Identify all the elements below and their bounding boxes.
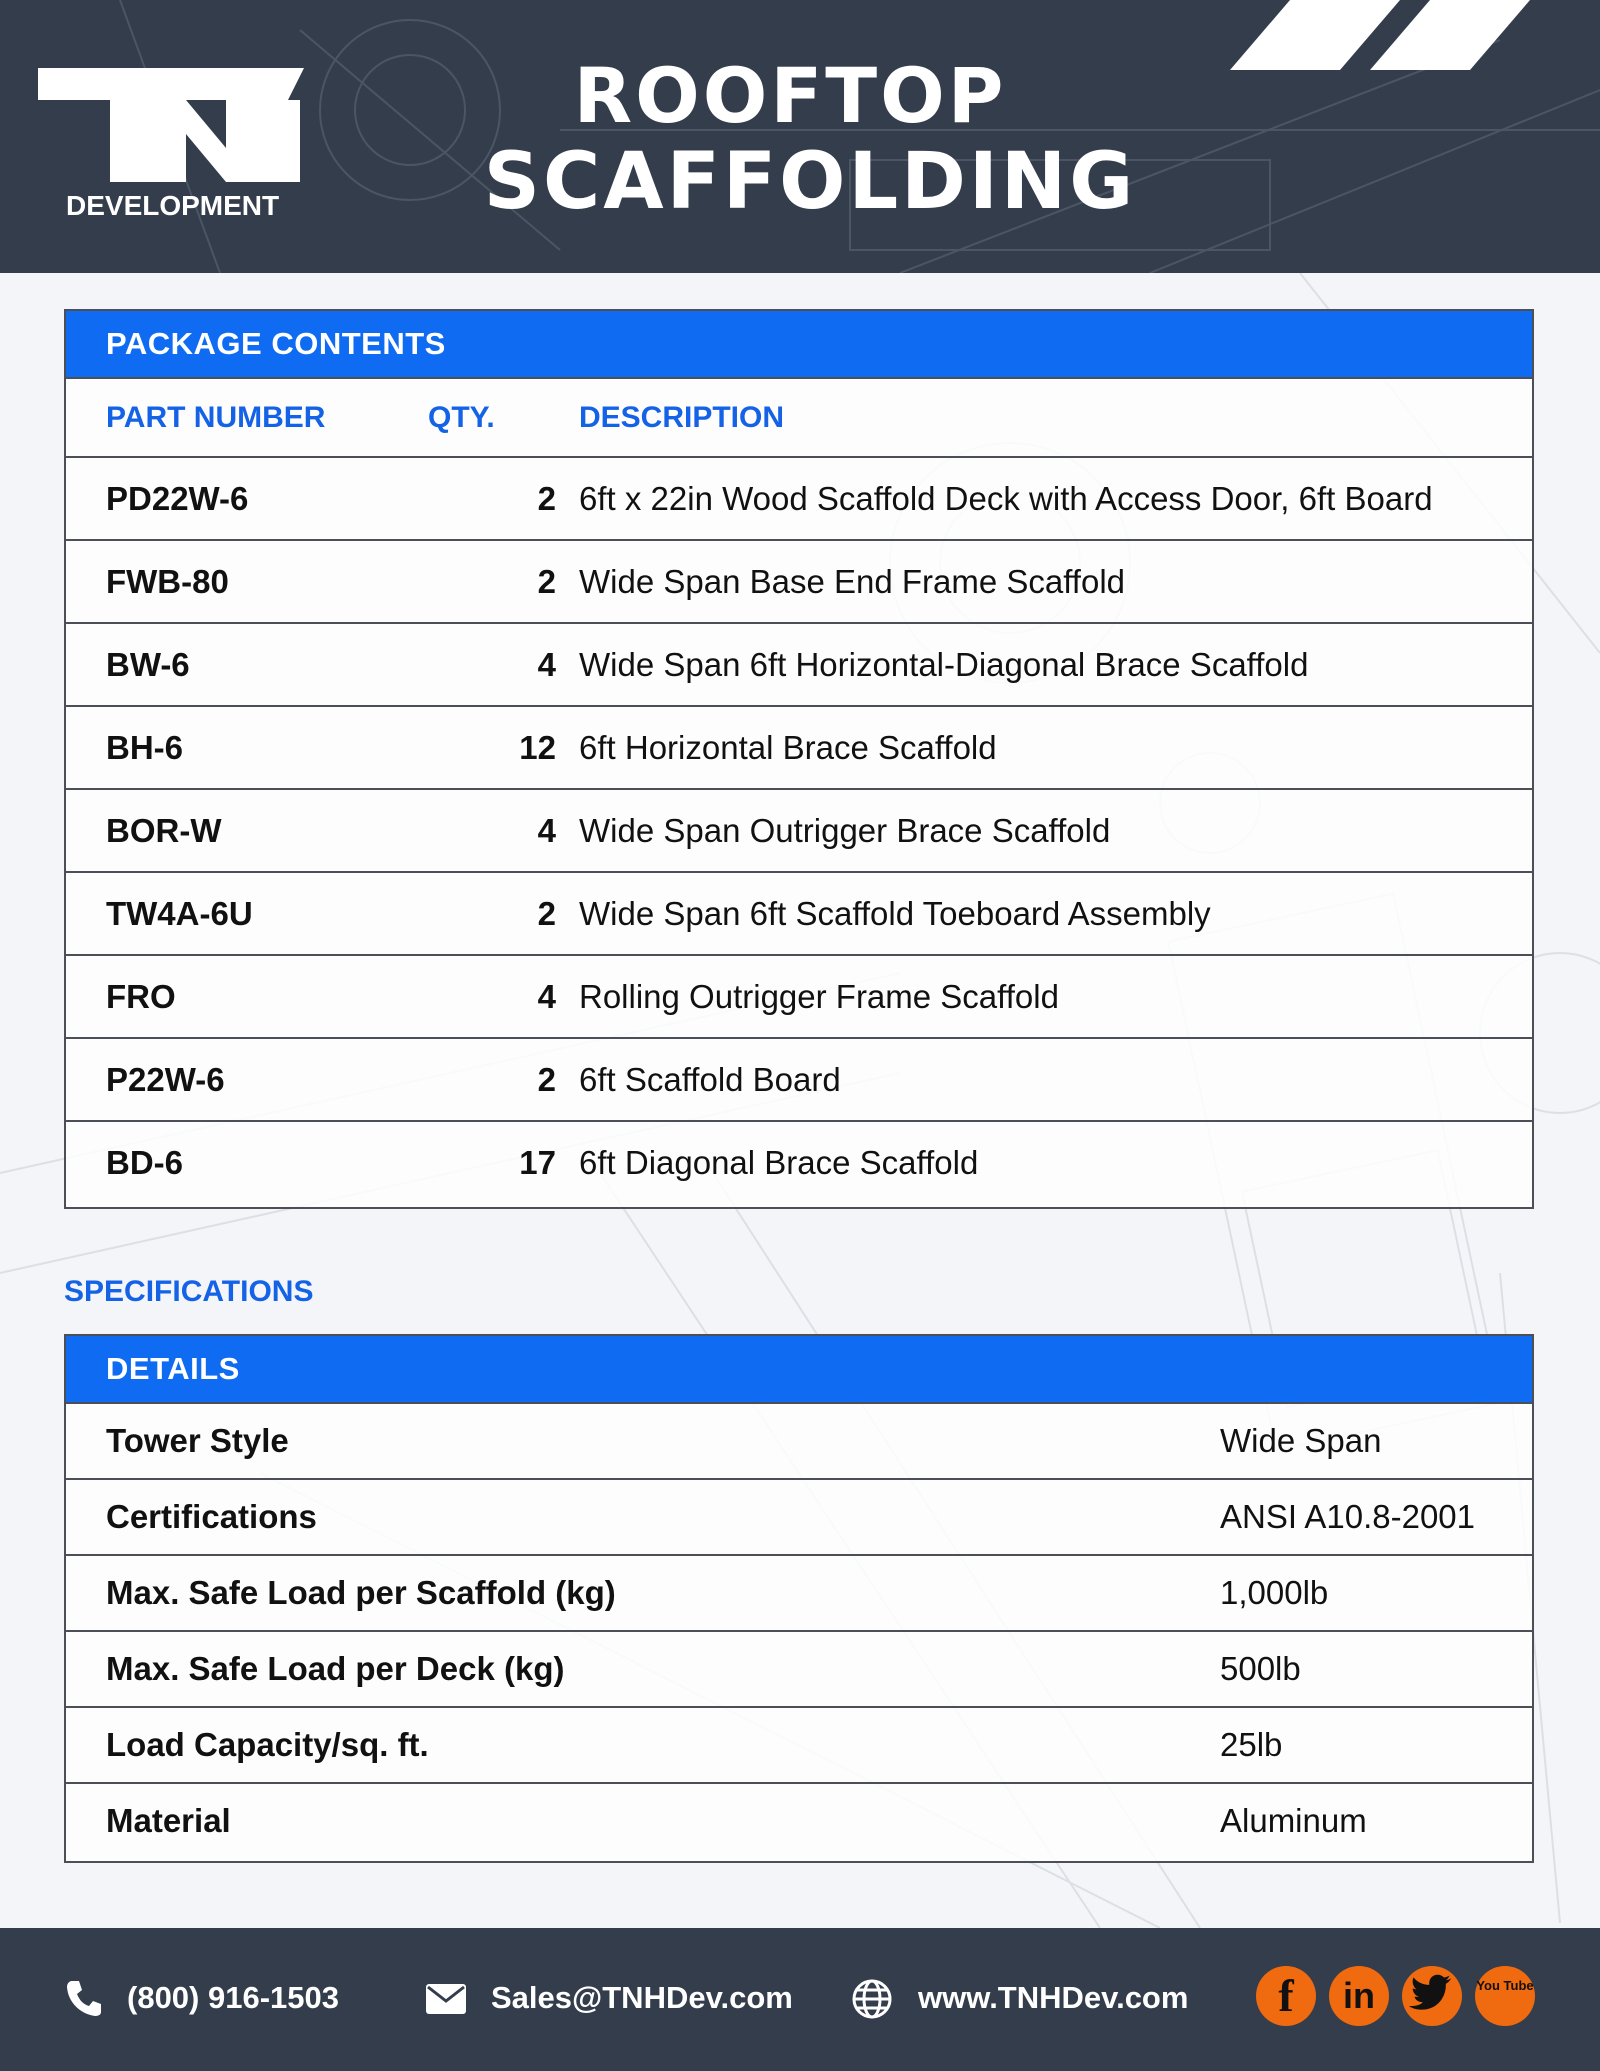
table-row bbox=[66, 458, 1532, 541]
quantity: 4 bbox=[537, 646, 556, 683]
quantity: 2 bbox=[537, 563, 556, 600]
detail-label: Max. Safe Load per Scaffold (kg) bbox=[106, 1574, 616, 1611]
quantity: 17 bbox=[519, 1144, 556, 1181]
quantity: 2 bbox=[537, 480, 556, 517]
table-row bbox=[66, 956, 1532, 1039]
youtube-icon[interactable]: You Tube bbox=[1475, 1966, 1535, 2026]
table-header-row bbox=[66, 379, 1532, 458]
table-row bbox=[66, 790, 1532, 873]
part-number: FRO bbox=[106, 978, 176, 1015]
part-number: BOR-W bbox=[106, 812, 222, 849]
package-contents-heading: PACKAGE CONTENTS bbox=[66, 311, 1532, 379]
detail-value: Wide Span bbox=[1220, 1422, 1382, 1459]
description: 6ft Horizontal Brace Scaffold bbox=[579, 729, 997, 766]
column-description: DESCRIPTION bbox=[579, 401, 785, 434]
facebook-icon[interactable]: f bbox=[1256, 1966, 1316, 2026]
header bbox=[0, 0, 1600, 273]
column-part-number: PART NUMBER bbox=[106, 401, 326, 434]
detail-label: Certifications bbox=[106, 1498, 317, 1535]
footer-phone[interactable]: (800) 916-1503 bbox=[127, 1980, 339, 2015]
email-icon bbox=[425, 1983, 467, 2015]
footer bbox=[0, 1928, 1600, 2071]
detail-row bbox=[66, 1632, 1532, 1708]
specifications-heading: SPECIFICATIONS bbox=[64, 1275, 314, 1308]
details-heading: DETAILS bbox=[66, 1336, 1532, 1404]
detail-value: 1,000lb bbox=[1220, 1574, 1329, 1611]
detail-row bbox=[66, 1784, 1532, 1861]
page-title-line2: SCAFFOLDING bbox=[483, 137, 1137, 227]
table-row bbox=[66, 707, 1532, 790]
part-number: BW-6 bbox=[106, 646, 190, 683]
column-qty: QTY. bbox=[428, 401, 495, 434]
detail-label: Max. Safe Load per Deck (kg) bbox=[106, 1650, 565, 1687]
table-row bbox=[66, 541, 1532, 624]
table-row bbox=[66, 873, 1532, 956]
description: Wide Span Base End Frame Scaffold bbox=[579, 563, 1126, 600]
globe-icon bbox=[851, 1978, 893, 2020]
detail-value: ANSI A10.8-2001 bbox=[1220, 1498, 1476, 1535]
quantity: 12 bbox=[519, 729, 556, 766]
part-number: P22W-6 bbox=[106, 1061, 225, 1098]
description: 6ft x 22in Wood Scaffold Deck with Access Door, 6ft Board bbox=[579, 480, 1433, 517]
quantity: 4 bbox=[537, 812, 556, 849]
logo-subtext: DEVELOPMENT bbox=[66, 190, 280, 221]
description: Wide Span 6ft Horizontal-Diagonal Brace Scaffold bbox=[579, 646, 1309, 683]
twitter-icon[interactable] bbox=[1402, 1966, 1462, 2026]
footer-email[interactable]: Sales@TNHDev.com bbox=[491, 1980, 793, 2015]
detail-row bbox=[66, 1708, 1532, 1784]
table-row bbox=[66, 624, 1532, 707]
part-number: TW4A-6U bbox=[106, 895, 253, 932]
phone-icon bbox=[64, 1978, 104, 2018]
part-number: PD22W-6 bbox=[106, 480, 249, 517]
detail-value: 25lb bbox=[1220, 1726, 1283, 1763]
quantity: 2 bbox=[537, 1061, 556, 1098]
quantity: 2 bbox=[537, 895, 556, 932]
linkedin-icon[interactable]: in bbox=[1329, 1966, 1389, 2026]
page-title-line1: ROOFTOP bbox=[573, 51, 1007, 140]
detail-value: 500lb bbox=[1220, 1650, 1301, 1687]
part-number: BH-6 bbox=[106, 729, 184, 766]
description: Rolling Outrigger Frame Scaffold bbox=[579, 978, 1059, 1015]
description: 6ft Scaffold Board bbox=[579, 1061, 841, 1098]
detail-label: Material bbox=[106, 1802, 231, 1839]
description: Wide Span 6ft Scaffold Toeboard Assembly bbox=[579, 895, 1211, 932]
part-number: BD-6 bbox=[106, 1144, 184, 1181]
detail-value: Aluminum bbox=[1220, 1802, 1367, 1839]
detail-row bbox=[66, 1404, 1532, 1480]
description: Wide Span Outrigger Brace Scaffold bbox=[579, 812, 1111, 849]
twitter-bird-icon bbox=[1402, 1966, 1462, 2026]
part-number: FWB-80 bbox=[106, 563, 229, 600]
description: 6ft Diagonal Brace Scaffold bbox=[579, 1144, 979, 1181]
decorative-slashes bbox=[1230, 0, 1600, 75]
detail-label: Tower Style bbox=[106, 1422, 289, 1459]
quantity: 4 bbox=[537, 978, 556, 1015]
package-contents-table bbox=[64, 309, 1534, 1209]
detail-label: Load Capacity/sq. ft. bbox=[106, 1726, 429, 1763]
table-row bbox=[66, 1039, 1532, 1122]
detail-row bbox=[66, 1480, 1532, 1556]
footer-website[interactable]: www.TNHDev.com bbox=[918, 1980, 1189, 2015]
details-table bbox=[64, 1334, 1534, 1863]
detail-row bbox=[66, 1556, 1532, 1632]
table-row bbox=[66, 1122, 1532, 1207]
